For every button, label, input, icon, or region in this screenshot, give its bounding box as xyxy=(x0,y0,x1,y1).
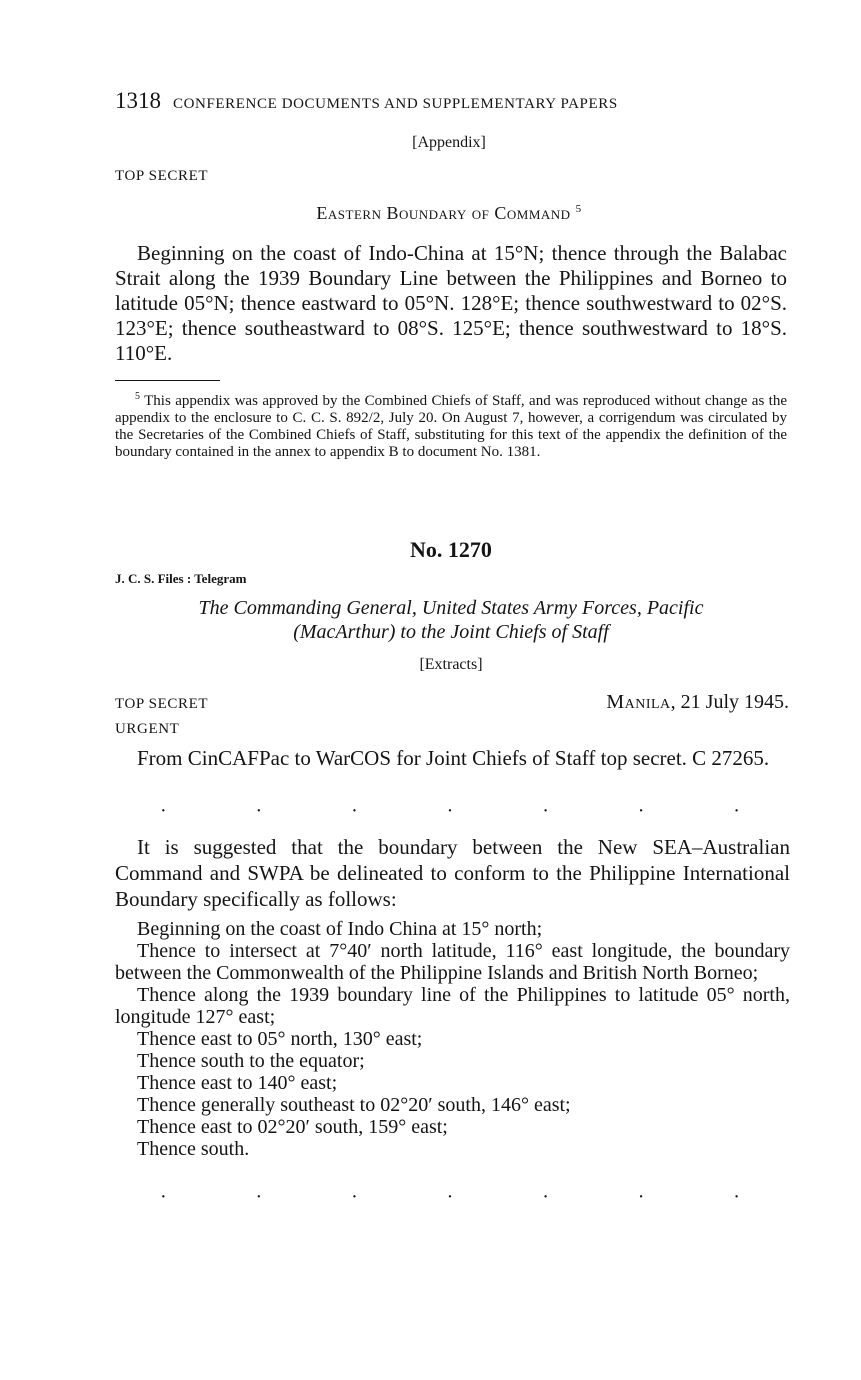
boundary-line: Thence south. xyxy=(137,1138,250,1160)
document-number: No. 1270 xyxy=(410,537,492,562)
boundary-line: Thence east to 140° east; xyxy=(137,1072,338,1094)
boundary-line: Thence generally southeast to 02°20′ south, 146° east; xyxy=(137,1094,571,1116)
document-title-line1: The Commanding General, United States Army Forces, Pacific xyxy=(198,597,704,619)
boundary-line: Thence south to the equator; xyxy=(137,1050,365,1072)
ellipsis-dot: · xyxy=(637,1186,645,1208)
ellipsis-dot: · xyxy=(351,800,358,822)
ellipsis-dot: · xyxy=(637,800,645,822)
ellipsis-dot: · xyxy=(542,1186,549,1208)
footnote-rule xyxy=(115,380,220,381)
appendix-title-text: Eastern Boundary of Command xyxy=(316,203,571,223)
running-header xyxy=(115,88,795,118)
running-title: CONFERENCE DOCUMENTS AND SUPPLEMENTARY PAPERS xyxy=(173,96,618,112)
dateline xyxy=(440,691,789,714)
boundary-list xyxy=(115,918,790,1160)
footnote xyxy=(115,388,787,461)
extracts-label: [Extracts] xyxy=(419,656,483,673)
appendix-classification: TOP SECRET xyxy=(115,168,209,184)
ellipsis-dot: · xyxy=(160,1186,167,1208)
footnote-reference: 5 xyxy=(575,203,582,215)
boundary-line: Thence along the 1939 boundary line of the Philippines to latitude 05° north, longitude 127° east; xyxy=(115,984,790,1028)
ellipsis-dot: · xyxy=(446,800,454,822)
ellipsis-dot: · xyxy=(255,1186,263,1208)
ellipsis-dot: · xyxy=(542,800,549,822)
ellipsis-row-2 xyxy=(160,1186,740,1209)
appendix-title xyxy=(0,203,861,224)
ellipsis-row-1 xyxy=(160,800,740,823)
footnote-marker: 5 xyxy=(135,391,140,402)
ellipsis-dot: · xyxy=(351,1186,358,1208)
boundary-line: Thence east to 05° north, 130° east; xyxy=(137,1028,423,1050)
document-source: J. C. S. Files : Telegram xyxy=(115,571,247,586)
ellipsis-dot: · xyxy=(733,800,740,822)
telegram-intro: From CinCAFPac to WarCOS for Joint Chiefs of Staff top secret. C 27265. xyxy=(137,746,770,770)
boundary-line: Thence to intersect at 7°40′ north latitude, 116° east longitude, the boundary between the Commonwealth of the Philippine Islands and British North Borneo; xyxy=(115,940,790,984)
ellipsis-dot: · xyxy=(160,800,167,822)
ellipsis-dot: · xyxy=(733,1186,740,1208)
footnote-text: This appendix was approved by the Combined Chiefs of Staff, and was reproduced without change as the appendix to the enclosure to C. C. S. 892/2, July 20. On August 7, however, a corrigendum was circulated by the Secretaries of the Combined Chiefs of Staff, substituting for this text of the appendix the definition of the boundary contained in the annex to appendix B to document No. 1381. xyxy=(115,393,788,460)
boundary-line: Thence east to 02°20′ south, 159° east; xyxy=(137,1116,448,1138)
telegram-paragraph: It is suggested that the boundary between the New SEA–Australian Command and SWPA be delineated to conform to the Philippine International Boundary specifically as follows: xyxy=(115,835,790,911)
appendix-paragraph: Beginning on the coast of Indo-China at 15°N; thence through the Balabac Strait along the 1939 Boundary Line between the Philippines and Borneo to latitude 05°N; thence eastward to 05°N. 128°E; thence southwestward to 02°S. 123°E; thence southeastward to 08°S. 125°E; thence southwestward to 18°S. 110°E. xyxy=(115,241,787,365)
document-classification: TOP SECRET xyxy=(115,696,209,712)
document-title xyxy=(0,596,861,644)
ellipsis-dot: · xyxy=(255,800,263,822)
appendix-label: [Appendix] xyxy=(412,134,486,151)
dateline-place: Manila xyxy=(606,691,671,713)
dateline-date: , 21 July 1945. xyxy=(670,691,789,713)
document-title-line2: (MacArthur) to the Joint Chiefs of Staff xyxy=(293,621,609,643)
page-number: 1318 xyxy=(115,88,161,113)
ellipsis-dot: · xyxy=(446,1186,454,1208)
boundary-line: Beginning on the coast of Indo China at 15° north; xyxy=(137,918,543,940)
document-urgency: URGENT xyxy=(115,721,180,737)
